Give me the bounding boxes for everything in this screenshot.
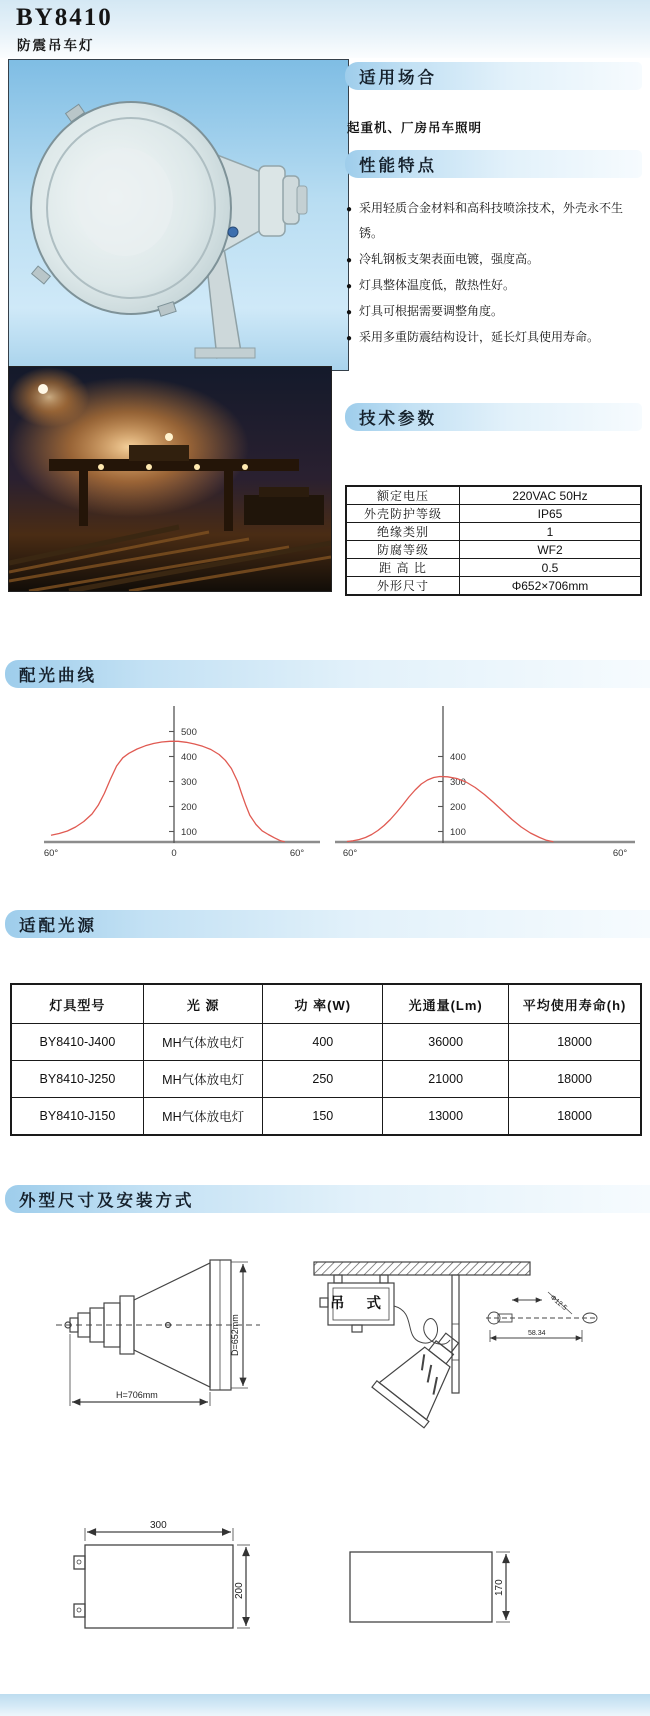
span-dimension-label: 58.34 <box>528 1330 546 1337</box>
table-row: 绝缘类别 1 <box>346 523 641 541</box>
mount-type-label: 吊 式 <box>330 1296 391 1312</box>
table-row: BY8410-J150 MH气体放电灯 150 13000 18000 <box>11 1098 641 1136</box>
x-tick-label: 60° <box>43 848 59 859</box>
feature-item: ● 灯具可根据需要调整角度。 <box>346 299 632 324</box>
feature-item: ● 采用轻质合金材料和高科技喷涂技术，外壳永不生锈。 <box>346 196 632 246</box>
y-tick-label: 100 <box>450 827 466 838</box>
section-dimensions <box>5 1185 650 1213</box>
feature-list <box>346 196 632 351</box>
y-tick-label: 500 <box>181 727 197 738</box>
y-tick-label: 400 <box>181 752 197 763</box>
section-features-title: 性能特点 <box>359 157 437 175</box>
table-row: 外形尺寸 Φ652×706mm <box>346 577 641 596</box>
ballast-box-view <box>350 1552 510 1622</box>
tech-params-table <box>345 485 642 596</box>
footer-band <box>0 1694 650 1716</box>
table-row: 距 高 比 0.5 <box>346 559 641 577</box>
bracket-top-view <box>74 1520 250 1628</box>
product-photo <box>8 59 349 371</box>
y-tick-label: 300 <box>181 777 197 788</box>
page-subtitle: 防震吊车灯 <box>17 38 95 53</box>
bracket-drawings <box>50 1510 530 1650</box>
outline-mounting-drawing <box>20 1248 635 1468</box>
section-tech <box>345 403 642 431</box>
y-tick-label: 300 <box>450 777 466 788</box>
intensity-curve <box>51 741 285 842</box>
page-title: BY8410 <box>16 4 113 31</box>
y-tick-label: 200 <box>450 802 466 813</box>
section-tech-title: 技术参数 <box>359 410 437 428</box>
bullet-icon <box>346 299 352 325</box>
section-light-source <box>5 910 650 938</box>
x-tick-label: 60° <box>612 848 628 859</box>
bracket-height-label: 200 <box>234 1582 245 1599</box>
box-height-label: 170 <box>494 1579 505 1596</box>
bullet-icon <box>346 325 352 351</box>
y-tick-label: 100 <box>181 827 197 838</box>
bullet-icon <box>346 273 352 299</box>
feature-item: ● 采用多重防震结构设计，延长灯具使用寿命。 <box>346 325 632 350</box>
y-tick-label: 200 <box>181 802 197 813</box>
section-features <box>345 150 642 178</box>
section-application-title: 适用场合 <box>359 69 437 87</box>
lamp-side-view <box>56 1260 260 1406</box>
section-photometric <box>5 660 650 688</box>
bullet-icon <box>346 196 352 222</box>
table-row: BY8410-J400 MH气体放电灯 400 36000 18000 <box>11 1024 641 1061</box>
table-row: 防腐等级 WF2 <box>346 541 641 559</box>
bracket-width-label: 300 <box>150 1520 167 1531</box>
feature-item: ● 灯具整体温度低，散热性好。 <box>346 273 632 298</box>
diameter-dimension-label: D=652mm <box>230 1314 240 1356</box>
y-tick-label: 400 <box>450 752 466 763</box>
application-text: 起重机、厂房吊车照明 <box>347 121 483 135</box>
section-light-source-title: 适配光源 <box>19 917 97 935</box>
table-row: BY8410-J250 MH气体放电灯 250 21000 18000 <box>11 1061 641 1098</box>
feature-item: ● 冷轧钢板支架表面电镀，强度高。 <box>346 247 632 272</box>
hole-dimension-label: Φ12.5 <box>548 1294 568 1312</box>
bullet-icon <box>346 247 352 273</box>
light-source-table <box>10 983 642 1136</box>
section-dimensions-title: 外型尺寸及安装方式 <box>19 1192 195 1210</box>
x-tick-label: 60° <box>289 848 305 859</box>
table-header-row: 灯具型号 光 源 功 率(W) 光通量(Lm) 平均使用寿命(h) <box>11 984 641 1024</box>
section-application <box>345 62 642 90</box>
photometric-chart-left <box>28 700 328 870</box>
x-tick-label: 0 <box>171 848 177 859</box>
x-tick-label: 60° <box>342 848 358 859</box>
night-crane-scene <box>9 367 331 591</box>
title-band <box>0 0 650 58</box>
floodlight-illustration <box>9 60 348 370</box>
table-row: 外壳防护等级 IP65 <box>346 505 641 523</box>
section-photometric-title: 配光曲线 <box>19 667 97 685</box>
height-dimension-label: H=706mm <box>116 1390 158 1400</box>
eyebolt-detail <box>486 1292 597 1342</box>
application-photo <box>8 366 332 592</box>
ceiling-mount-view <box>314 1262 597 1428</box>
table-row: 额定电压 220VAC 50Hz <box>346 486 641 505</box>
photometric-chart-right <box>333 700 643 870</box>
